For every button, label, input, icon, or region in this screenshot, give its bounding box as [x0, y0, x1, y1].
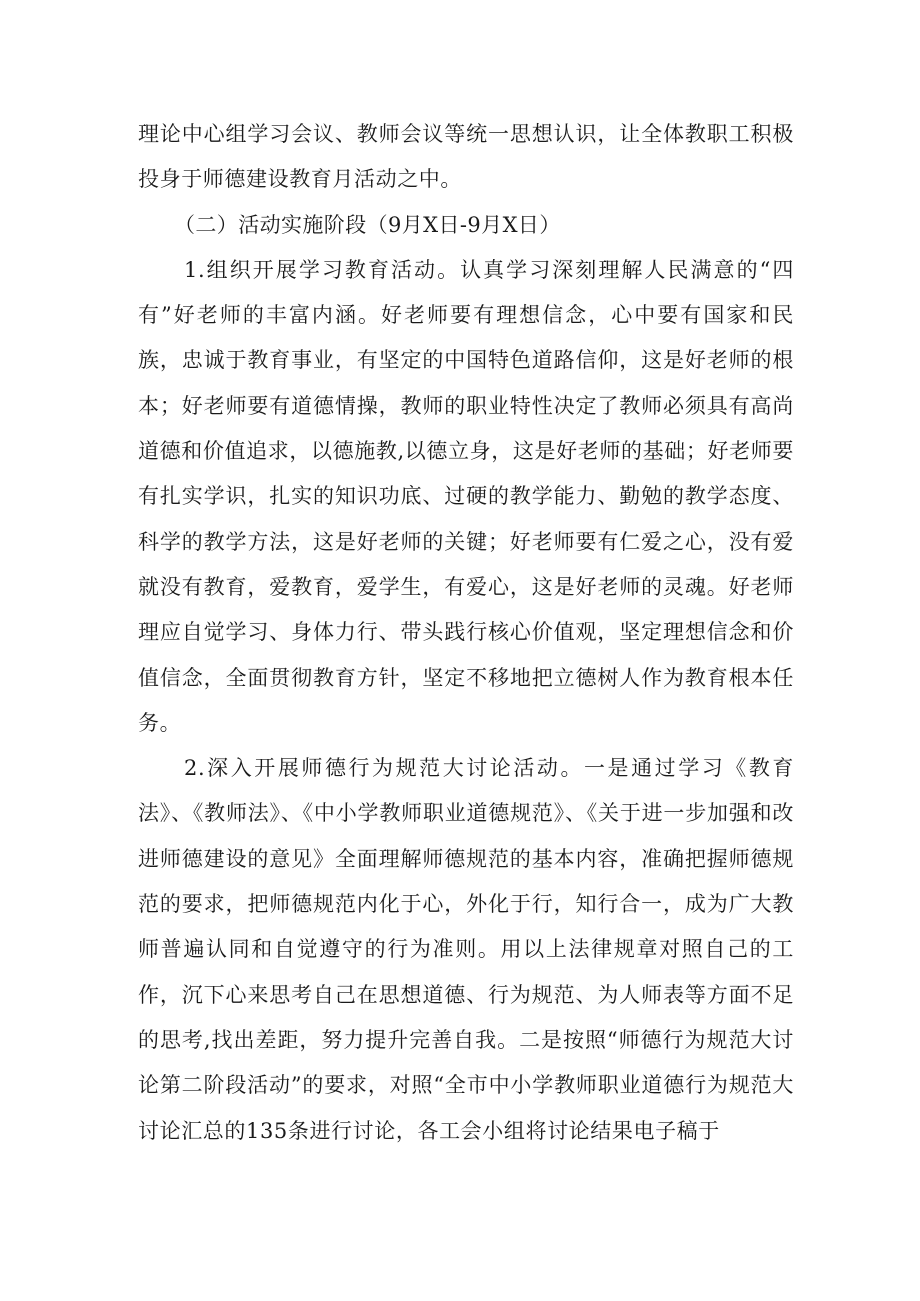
paragraph-continuation: 理论中心组学习会议、教师会议等统一思想认识，让全体教职工积极投身于师德建设教育月活动之中。: [138, 122, 794, 192]
paragraph-item-1: 1.组织开展学习教育活动。认真学习深刻理解人民满意的“四有”好老师的丰富内涵。好老师要有理想信念，心中要有国家和民族，忠诚于教育事业，有坚定的中国特色道路信仰，这是好老师的根本；好老师要有道德情操，教师的职业特性决定了教师必须具有高尚道德和价值追求，以德施教,以德立身，这是好老师的基础；好老师要有扎实学识，扎实的知识功底、过硬的教学能力、勤勉的教学态度、科学的教学方法，这是好老师的关键；好老师要有仁爱之心，没有爱就没有教育，爱教育，爱学生，有爱心，这是好老师的灵魂。好老师理应自觉学习、身体力行、带头践行核心价值观，坚定理想信念和价值信念，全面贯彻教育方针，坚定不移地把立德树人作为教育根本任务。: [138, 257, 794, 735]
document-body: [138, 112, 794, 1154]
section-heading: （二）活动实施阶段（9月X日-9月X日）: [174, 212, 561, 237]
paragraph-item-2: 2.深入开展师德行为规范大讨论活动。一是通过学习《教育法》、《教师法》、《中小学教师职业道德规范》、《关于进一步加强和改进师德建设的意见》全面理解师德规范的基本内容，准确把握师德规范的要求，把师德规范内化于心，外化于行，知行合一，成为广大教师普遍认同和自觉遵守的行为准则。用以上法律规章对照自己的工作，沉下心来思考自己在思想道德、行为规范、为人师表等方面不足的思考,找出差距，努力提升完善自我。二是按照“师德行为规范大讨论第二阶段活动”的要求，对照“全市中小学教师职业道德行为规范大讨论汇总的135条进行讨论，各工会小组将讨论结果电子稿于: [138, 756, 794, 1143]
